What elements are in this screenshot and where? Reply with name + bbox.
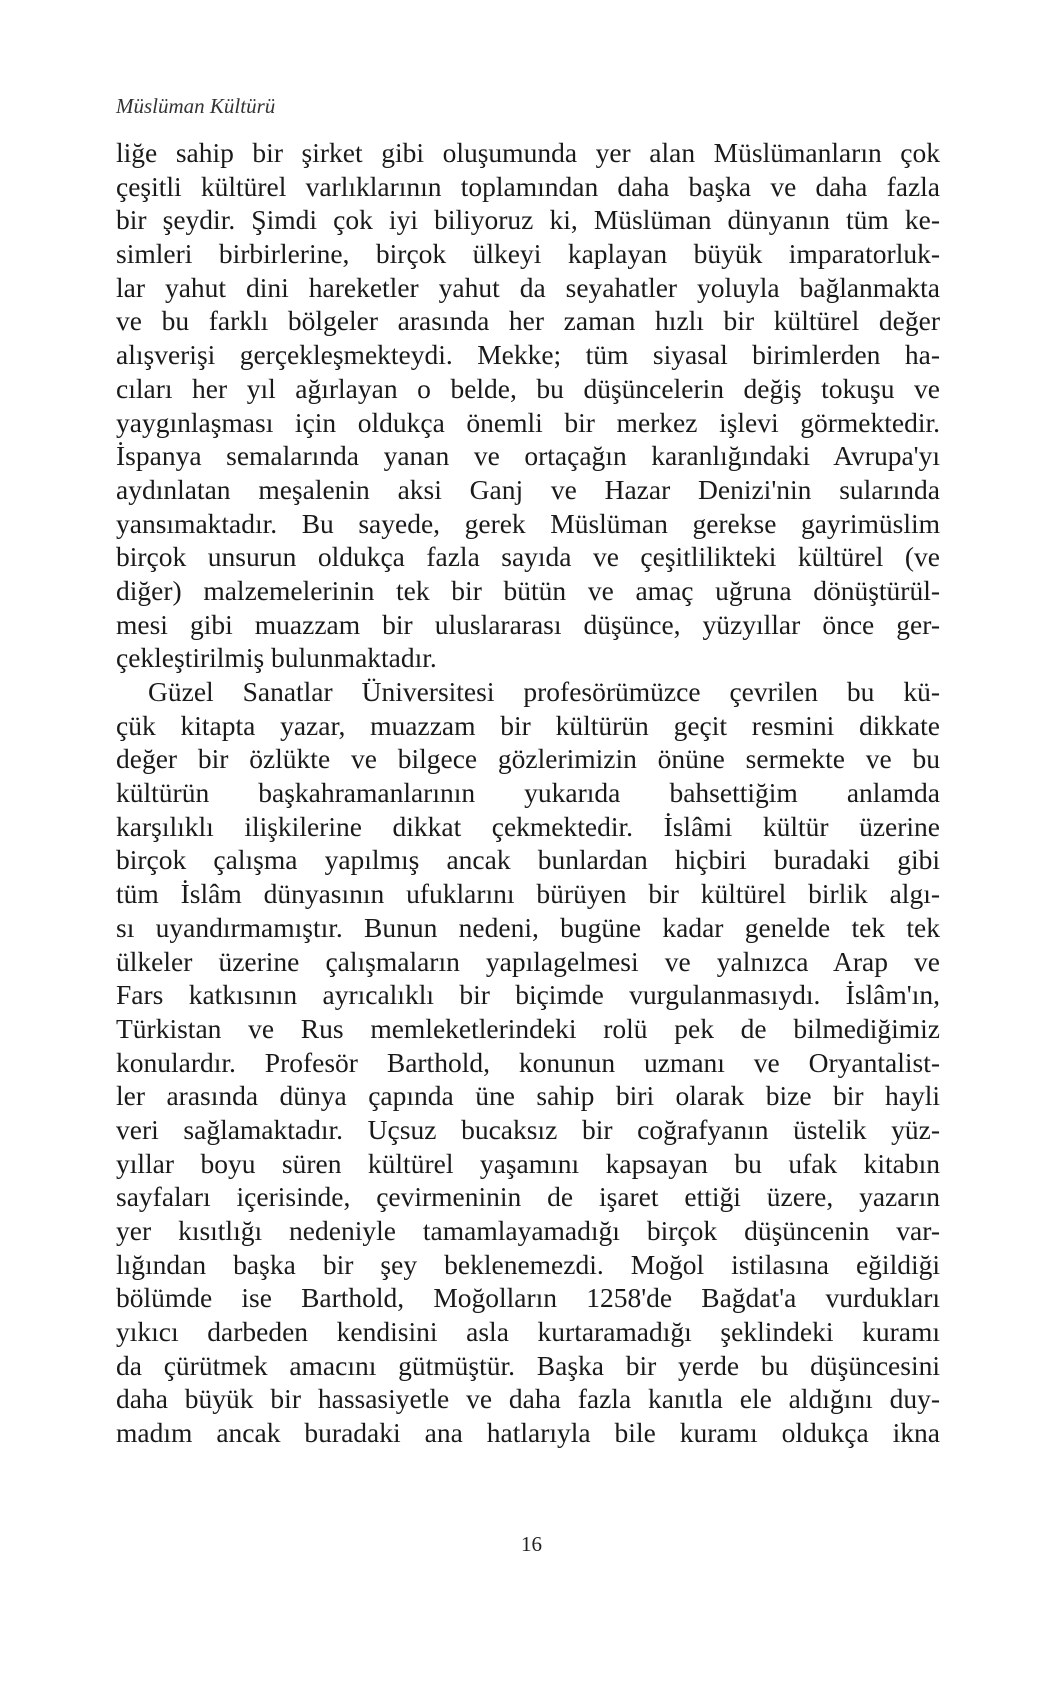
text-line: lar yahut dini hareketler yahut da seyahatler yoluyla bağlanmakta [116,271,940,303]
text-line: ve bu farklı bölgeler arasında her zaman hızlı bir kültürel değer [116,305,940,337]
paragraph-start-line: Güzel Sanatlar Üniversitesi profesörümüzce çevrilen bu kü- [148,676,940,707]
text-line: konulardır. Profesör Barthold, konunun uzmanı ve Oryantalist- [116,1046,940,1078]
text-line: sı uyandırmamıştır. Bunun nedeni, bugüne kadar genelde tek tek [116,911,940,943]
text-line: yaygınlaşması için oldukça önemli bir merkez işlevi görmektedir. [116,406,940,438]
text-line: yansımaktadır. Bu sayede, gerek Müslüman gerekse gayrimüslim [116,507,940,539]
body-text [116,136,940,1450]
text-line: ülkeler üzerine çalışmaların yapılagelmesi ve yalnızca Arap ve [116,945,940,977]
text-line: bölümde ise Barthold, Moğolların 1258'de Bağdat'a vurdukları [116,1282,940,1314]
text-line: Fars katkısının ayrıcalıklı bir biçimde vurgulanmasıydı. İslâm'ın, [116,979,940,1011]
text-line: veri sağlamaktadır. Uçsuz bucaksız bir coğrafyanın üstelik yüz- [116,1113,940,1145]
text-line: tüm İslâm dünyasının ufuklarını bürüyen bir kültürel birlik algı- [116,878,940,910]
text-line: cıları her yıl ağırlayan o belde, bu düşüncelerin değiş tokuşu ve [116,372,940,404]
text-line: karşılıklı ilişkilerine dikkat çekmektedir. İslâmi kültür üzerine [116,810,940,842]
text-line: bir şeydir. Şimdi çok iyi biliyoruz ki, Müslüman dünyanın tüm ke- [116,204,940,236]
text-line: ler arasında dünya çapında üne sahip biri olarak bize bir hayli [116,1080,940,1112]
text-line: İspanya semalarında yanan ve ortaçağın karanlığındaki Avrupa'yı [116,440,940,472]
text-line: Türkistan ve Rus memleketlerindeki rolü pek de bilmediğimiz [116,1012,940,1044]
text-line: liğe sahip bir şirket gibi oluşumunda yer alan Müslümanların çok [116,137,940,168]
text-line: yer kısıtlığı nedeniyle tamamlayamadığı birçok düşüncenin var- [116,1215,940,1246]
text-line: daha büyük bir hassasiyetle ve daha fazla kanıtla ele aldığını duy- [116,1383,940,1415]
text-line: aydınlatan meşalenin aksi Ganj ve Hazar Denizi'nin sularında [116,473,940,505]
paragraph-end-line: çekleştirilmiş bulunmaktadır. [116,642,437,674]
page-number: 16 [521,1532,542,1556]
text-line: mesi gibi muazzam bir uluslararası düşünce, yüzyıllar önce ger- [116,608,940,640]
text-line: birçok çalışma yapılmış ancak bunlardan hiçbiri buradaki gibi [116,844,940,876]
text-line: lığından başka bir şey beklenemezdi. Moğol istilasına eğildiği [116,1248,940,1280]
text-line: birçok unsurun oldukça fazla sayıda ve çeşitlilikteki kültürel (ve [116,541,940,573]
text-line: da çürütmek amacını gütmüştür. Başka bir yerde bu düşüncesini [116,1349,940,1381]
text-line: yıkıcı darbeden kendisini asla kurtaramadığı şeklindeki kuramı [116,1316,940,1348]
text-line: çeşitli kültürel varlıklarının toplamından daha başka ve daha fazla [116,170,940,202]
running-head: Müslüman Kültürü [116,94,276,118]
text-line: madım ancak buradaki ana hatlarıyla bile kuramı oldukça ikna [116,1417,940,1449]
text-line: değer bir özlükte ve bilgece gözlerimizin önüne sermekte ve bu [116,743,940,775]
text-line: diğer) malzemelerinin tek bir bütün ve amaç uğruna dönüştürül- [116,574,940,606]
text-line: yıllar boyu süren kültürel yaşamını kapsayan bu ufak kitabın [116,1147,940,1179]
text-line: alışverişi gerçekleşmekteydi. Mekke; tüm siyasal birimlerden ha- [116,339,940,371]
text-line: çük kitapta yazar, muazzam bir kültürün geçit resmini dikkate [116,709,940,741]
text-line: simleri birbirlerine, birçok ülkeyi kaplayan büyük imparatorluk- [116,238,940,270]
text-line: sayfaları içerisinde, çevirmeninin de işaret ettiği üzere, yazarın [116,1181,940,1213]
text-line: kültürün başkahramanlarının yukarıda bahsettiğim anlamda [116,777,940,809]
